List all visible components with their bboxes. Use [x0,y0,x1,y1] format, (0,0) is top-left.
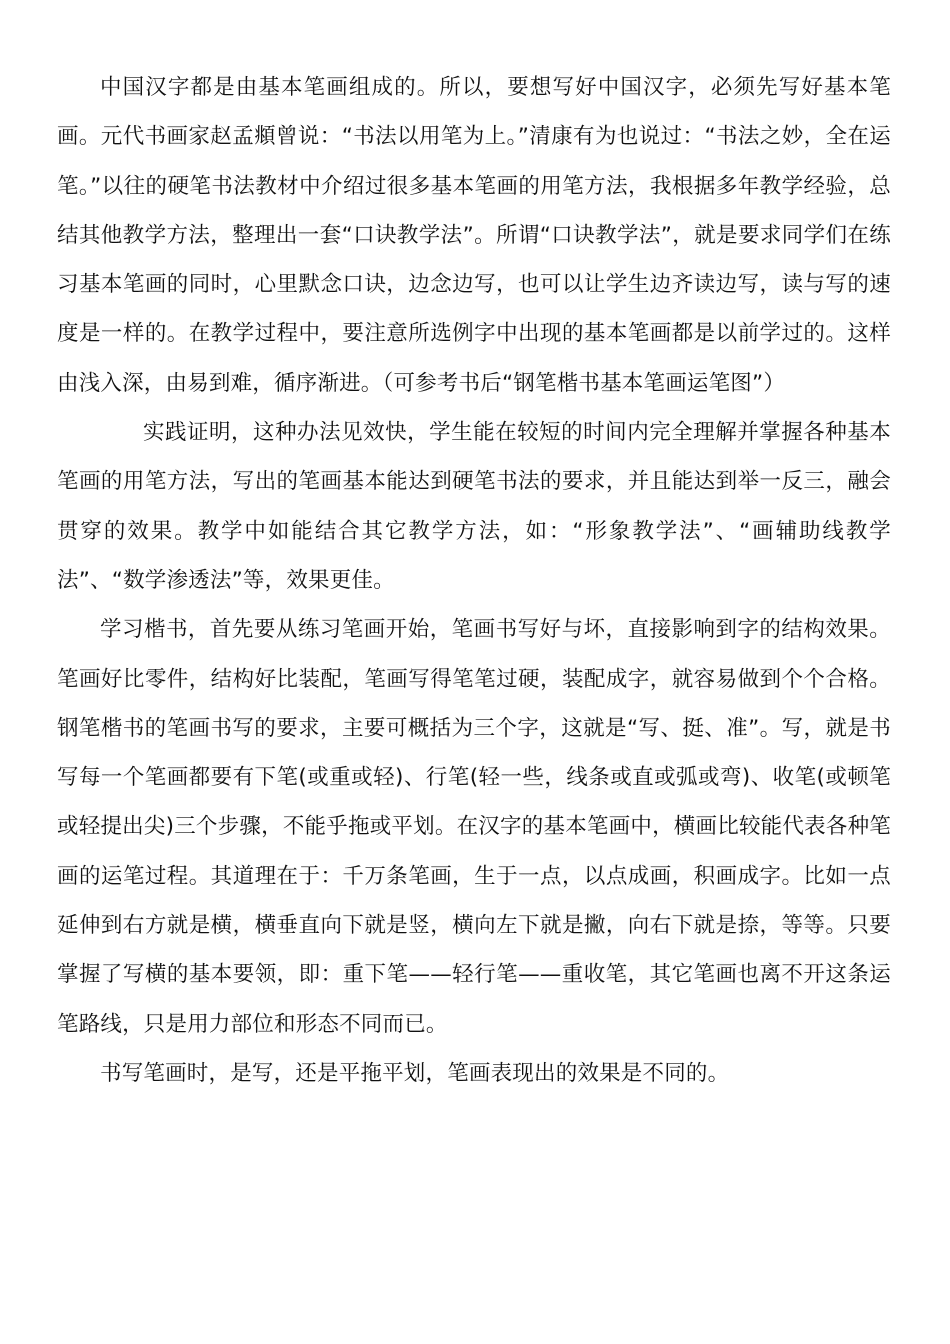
paragraph-4: 书写笔画时，是写，还是平拖平划，笔画表现出的效果是不同的。 [100,1060,730,1086]
paragraph-1: 中国汉字都是由基本笔画组成的。所以，要想写好中国汉字，必须先写好基本笔画。元代书画家赵孟頫曾说：“书法以用笔为上。”清康有为也说过：“书法之妙，全在运笔。”以往的硬笔书法教材中介绍过很多基本笔画的用笔方法，我根据多年教学经验，总结其他教学方法，整理出一套“口诀教学法”。所谓“口诀教学法”，就是要求同学们在练习基本笔画的同时，心里默念口诀，边念边写，也可以让学生边齐读边写，读与写的速度是一样的。在教学过程中，要注意所选例字中出现的基本笔画都是以前学过的。这样由浅入深，由易到难，循序渐进。（可参考书后“钢笔楷书基本笔画运笔图”） [57,75,891,396]
document-body [57,63,891,1098]
paragraph-2: 实践证明，这种办法见效快，学生能在较短的时间内完全理解并掌握各种基本笔画的用笔方法，写出的笔画基本能达到硬笔书法的要求，并且能达到举一反三，融会贯穿的效果。教学中如能结合其它教学方法，如：“形象教学法”、“画辅助线教学法”、“数学渗透法”等，效果更佳。 [57,420,891,593]
paragraph-3: 学习楷书，首先要从练习笔画开始，笔画书写好与坏，直接影响到字的结构效果。笔画好比零件，结构好比装配，笔画写得笔笔过硬，装配成字，就容易做到个个合格。钢笔楷书的笔画书写的要求，主要可概括为三个字，这就是“写、挺、准”。写，就是书写每一个笔画都要有下笔(或重或轻)、行笔(轻一些，线条或直或弧或弯)、收笔(或顿笔或轻提出尖)三个步骤，不能乎拖或平划。在汉字的基本笔画中，横画比较能代表各种笔画的运笔过程。其道理在于：千万条笔画，生于一点，以点成画，积画成字。比如一点延伸到右方就是横，横垂直向下就是竖，横向左下就是撇，向右下就是捺，等等。只要掌握了写横的基本要领，即：重下笔——轻行笔——重收笔，其它笔画也离不开这条运笔路线，只是用力部位和形态不同而已。 [57,617,891,1037]
